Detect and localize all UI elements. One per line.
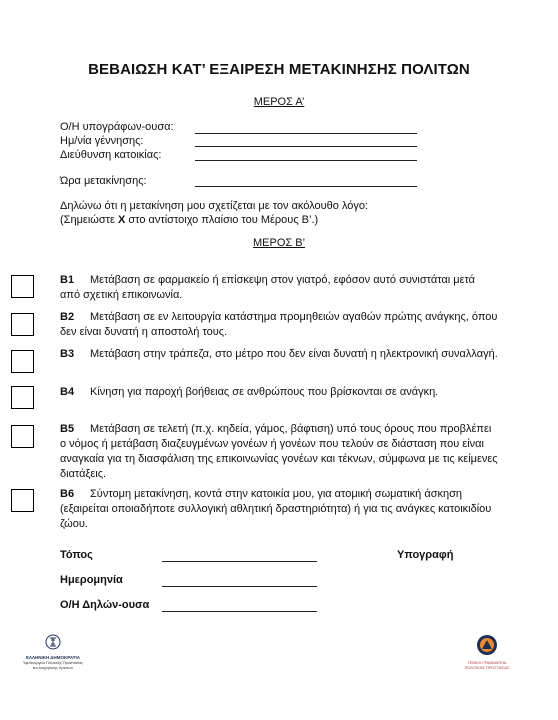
option-b3 (60, 347, 498, 362)
option-b4 (60, 385, 498, 400)
departure-time-label: Ώρα μετακίνησης: (60, 175, 147, 187)
civil-protection-sub-2: ΠΟΛΙΤΙΚΗΣ ΠΡΟΣΤΑΣΙΑΣ (464, 666, 510, 670)
option-code: Β4 (60, 386, 75, 398)
checkbox-b5[interactable] (11, 425, 34, 448)
option-b6 (60, 487, 498, 532)
signer-name-label: Ο/Η υπογράφων-ουσα: (60, 121, 174, 133)
option-code: Β2 (60, 311, 75, 323)
option-text: Μετάβαση σε τελετή (π.χ. κηδεία, γάμος, βάφτιση) υπό τους όρους που προβλέπει ο νόμος ή μετάβαση διαζευγμένων γονέων ή γονέων που τελούν σε διάσταση που είναι αναγκαία για τη διασφάλιση της επικοινωνίας γονέων και τέκνων, σύμφωνα με τις κείμενες διατάξεις. (60, 423, 498, 480)
civil-protection-emblem-icon (476, 634, 498, 656)
declaration-line-2-post: στο αντίστοιχο πλαίσιο του Μέρους Β’.) (125, 214, 319, 226)
declaration-line-1: Δηλώνω ότι η μετακίνηση μου σχετίζεται με τον ακόλουθο λόγο: (60, 200, 369, 212)
address-label: Διεύθυνση κατοικίας: (60, 149, 162, 161)
footer-ministry-logo (18, 634, 88, 671)
checkbox-b3[interactable] (11, 350, 34, 373)
document-title: ΒΕΒΑΙΩΣΗ ΚΑΤ’ ΕΞΑΙΡΕΣΗ ΜΕΤΑΚΙΝΗΣΗΣ ΠΟΛΙΤΩΝ (88, 61, 470, 78)
address-field[interactable] (195, 160, 417, 161)
option-text: Μετάβαση σε φαρμακείο ή επίσκεψη στον γιατρό, εφόσον αυτό συνιστάται μετά από σχετική επικοινωνία. (60, 274, 476, 301)
part-a-heading: ΜΕΡΟΣ Α’ (253, 96, 305, 108)
part-b-heading: ΜΕΡΟΣ Β’ (252, 237, 306, 249)
option-text: Μετάβαση στην τράπεζα, στο μέτρο που δεν είναι δυνατή η ηλεκτρονική συναλλαγή. (90, 348, 498, 360)
option-text: Σύντομη μετακίνηση, κοντά στην κατοικία μου, για ατομική σωματική άσκηση (εξαιρείται οποιαδήποτε συλλογική αθλητική δραστηριότητα) ή για τις ανάγκες κατοικιδίου ζώου. (60, 488, 492, 530)
option-text: Μετάβαση σε εν λειτουργία κατάστημα προμηθειών αγαθών πρώτης ανάγκης, όπου δεν είναι δυνατή η αποστολή τους. (60, 311, 498, 338)
ministry-org-name: ΕΛΛΗΝΙΚΗ ΔΗΜΟΚΡΑΤΙΑ (25, 655, 81, 660)
ministry-sub-1: Υφυπουργείο Πολιτικής Προστασίας (22, 661, 84, 665)
declarant-field[interactable] (162, 611, 317, 612)
signer-name-field[interactable] (195, 133, 417, 134)
signature-label: Υπογραφή (397, 549, 454, 561)
date-field[interactable] (162, 586, 317, 587)
option-code: Β6 (60, 488, 75, 500)
checkbox-b2[interactable] (11, 313, 34, 336)
greek-emblem-icon (45, 634, 61, 650)
option-code: Β3 (60, 348, 75, 360)
ministry-sub-2: και Διαχείρισης Κρίσεων (32, 666, 74, 670)
date-label: Ημερομηνία (60, 574, 123, 586)
declaration-text (60, 199, 480, 227)
option-b1 (60, 273, 498, 303)
civil-protection-sub-1: ΓΕΝΙΚΗ ΓΡΑΜΜΑΤΕΙΑ (467, 661, 507, 665)
departure-time-field[interactable] (195, 186, 417, 187)
birth-date-field[interactable] (195, 146, 417, 147)
option-b2 (60, 310, 498, 340)
option-b5 (60, 422, 498, 482)
checkbox-b6[interactable] (11, 489, 34, 512)
declaration-x-mark: Χ (117, 214, 126, 226)
declaration-line-2-pre: (Σημειώστε (60, 214, 118, 226)
footer-civil-protection-logo (462, 634, 512, 671)
option-code: Β1 (60, 274, 75, 286)
option-code: Β5 (60, 423, 75, 435)
option-text: Κίνηση για παροχή βοήθειας σε ανθρώπους που βρίσκονται σε ανάγκη. (90, 386, 439, 398)
checkbox-b1[interactable] (11, 275, 34, 298)
declarant-label: Ο/Η Δηλών-ουσα (60, 599, 150, 611)
birth-date-label: Ημ/νία γέννησης: (60, 135, 144, 147)
declaration-line-2 (60, 213, 480, 227)
checkbox-b4[interactable] (11, 386, 34, 409)
place-field[interactable] (162, 561, 317, 562)
place-label: Τόπος (60, 549, 93, 561)
